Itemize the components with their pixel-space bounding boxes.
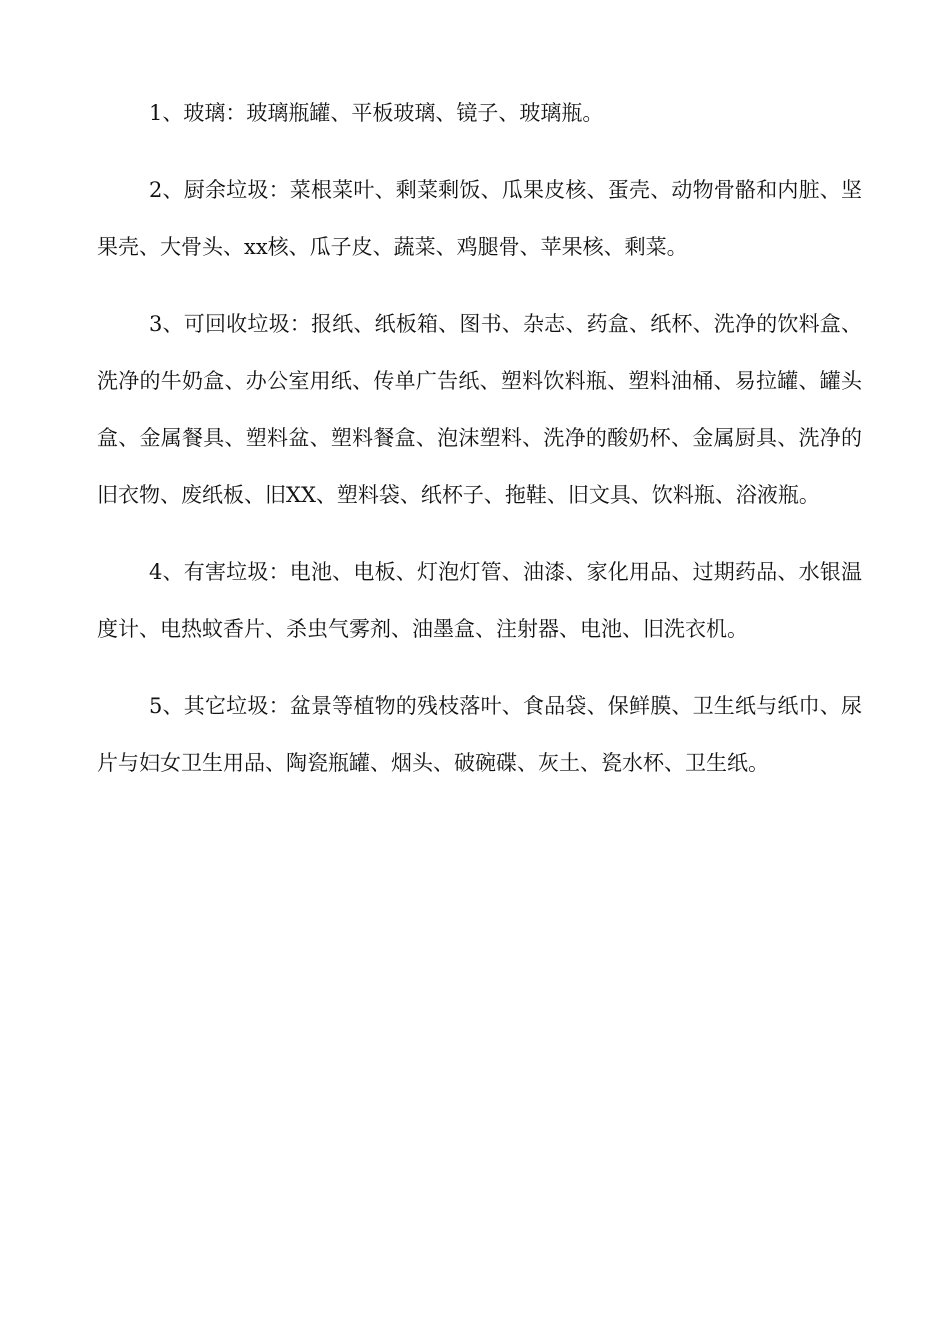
paragraph-kitchen-waste: 2、厨余垃圾：菜根菜叶、剩菜剩饭、瓜果皮核、蛋壳、动物骨骼和内脏、坚果壳、大骨头、xx核、瓜子皮、蔬菜、鸡腿骨、苹果核、剩菜。 (97, 178, 862, 259)
paragraph-glass: 1、玻璃：玻璃瓶罐、平板玻璃、镜子、玻璃瓶。 (149, 101, 604, 125)
document-body (97, 85, 862, 812)
paragraph-recyclable-waste: 3、可回收垃圾：报纸、纸板箱、图书、杂志、药盒、纸杯、洗净的饮料盒、洗净的牛奶盒、办公室用纸、传单广告纸、塑料饮料瓶、塑料油桶、易拉罐、罐头盒、金属餐具、塑料盆、塑料餐盒、泡沫塑料、洗净的酸奶杯、金属厨具、洗净的旧衣物、废纸板、旧XX、塑料袋、纸杯子、拖鞋、旧文具、饮料瓶、浴液瓶。 (97, 312, 862, 507)
paragraph-hazardous-waste: 4、有害垃圾：电池、电板、灯泡灯管、油漆、家化用品、过期药品、水银温度计、电热蚊香片、杀虫气雾剂、油墨盒、注射器、电池、旧洗衣机。 (97, 560, 862, 641)
paragraph-other-waste: 5、其它垃圾：盆景等植物的残枝落叶、食品袋、保鲜膜、卫生纸与纸巾、尿片与妇女卫生用品、陶瓷瓶罐、烟头、破碗碟、灰土、瓷水杯、卫生纸。 (97, 694, 862, 775)
